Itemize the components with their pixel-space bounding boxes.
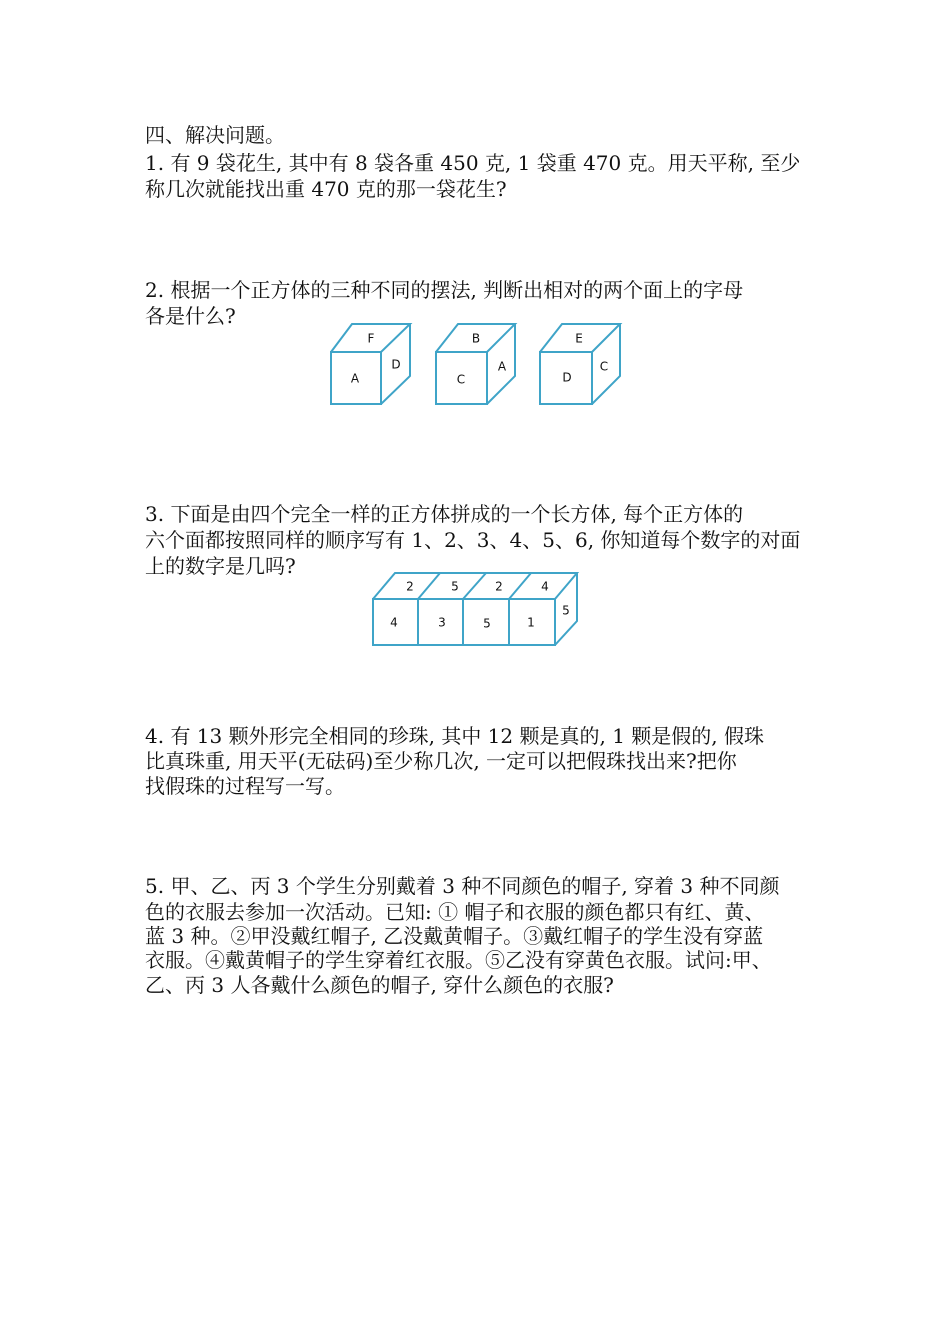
- question-4-line-2: 比真珠重, 用天平(无砝码)至少称几次, 一定可以把假珠找出来?把你: [145, 749, 737, 773]
- question-5-line-5: 乙、丙 3 人各戴什么颜色的帽子, 穿什么颜色的衣服?: [145, 973, 614, 997]
- question-3-line-2: 六个面都按照同样的顺序写有 1、2、3、4、5、6, 你知道每个数字的对面: [145, 528, 801, 552]
- cuboid-right-label: 5: [562, 603, 570, 618]
- cuboid-front-label-2: 3: [438, 615, 446, 630]
- cube-2-top-label: B: [471, 331, 481, 346]
- question-5-line-1: 5. 甲、乙、丙 3 个学生分别戴着 3 种不同颜色的帽子, 穿着 3 种不同颜: [145, 874, 780, 898]
- cube-3-front-label: D: [562, 370, 572, 385]
- cube-1-top-label: F: [367, 331, 375, 346]
- question-4-line-3: 找假珠的过程写一写。: [145, 774, 345, 798]
- cuboid-front-label-4: 1: [527, 615, 535, 630]
- cuboid: [373, 573, 577, 645]
- cuboid-top-label-4: 4: [541, 579, 549, 594]
- question-5-line-3: 蓝 3 种。②甲没戴红帽子, 乙没戴黄帽子。③戴红帽子的学生没有穿蓝: [145, 924, 764, 948]
- cube-3-right-label: C: [599, 359, 609, 374]
- cube-1-right-label: D: [391, 357, 401, 372]
- question-3-line-1: 3. 下面是由四个完全一样的正方体拼成的一个长方体, 每个正方体的: [145, 502, 744, 526]
- question-2-line-2: 各是什么?: [145, 304, 236, 328]
- cube-2-front-label: C: [456, 372, 466, 387]
- cuboid-front-label-3: 5: [483, 616, 491, 631]
- question-5-line-2: 色的衣服去参加一次活动。已知: ① 帽子和衣服的颜色都只有红、黄、: [145, 900, 765, 924]
- question-4-line-1: 4. 有 13 颗外形完全相同的珍珠, 其中 12 颗是真的, 1 颗是假的, 假珠: [145, 724, 764, 748]
- cuboid-top-label-3: 2: [495, 579, 503, 594]
- question-1-line-2: 称几次就能找出重 470 克的那一袋花生?: [145, 177, 507, 201]
- cube-2-right-label: A: [497, 359, 507, 374]
- cube-1-front-label: A: [350, 371, 360, 386]
- cube-3-top-label: E: [575, 331, 583, 346]
- question-2-line-1: 2. 根据一个正方体的三种不同的摆法, 判断出相对的两个面上的字母: [145, 278, 744, 302]
- cuboid-front-label-1: 4: [390, 615, 398, 630]
- cuboid-top-label-2: 5: [451, 579, 459, 594]
- section-title: 四、解决问题。: [145, 123, 285, 147]
- question-5-line-4: 衣服。④戴黄帽子的学生穿着红衣服。⑤乙没有穿黄色衣服。试问:甲、: [145, 948, 772, 972]
- cuboid-top-label-1: 2: [406, 579, 414, 594]
- question-3-line-3: 上的数字是几吗?: [145, 554, 296, 578]
- question-1-line-1: 1. 有 9 袋花生, 其中有 8 袋各重 450 克, 1 袋重 470 克。用天平称, 至少: [145, 151, 801, 175]
